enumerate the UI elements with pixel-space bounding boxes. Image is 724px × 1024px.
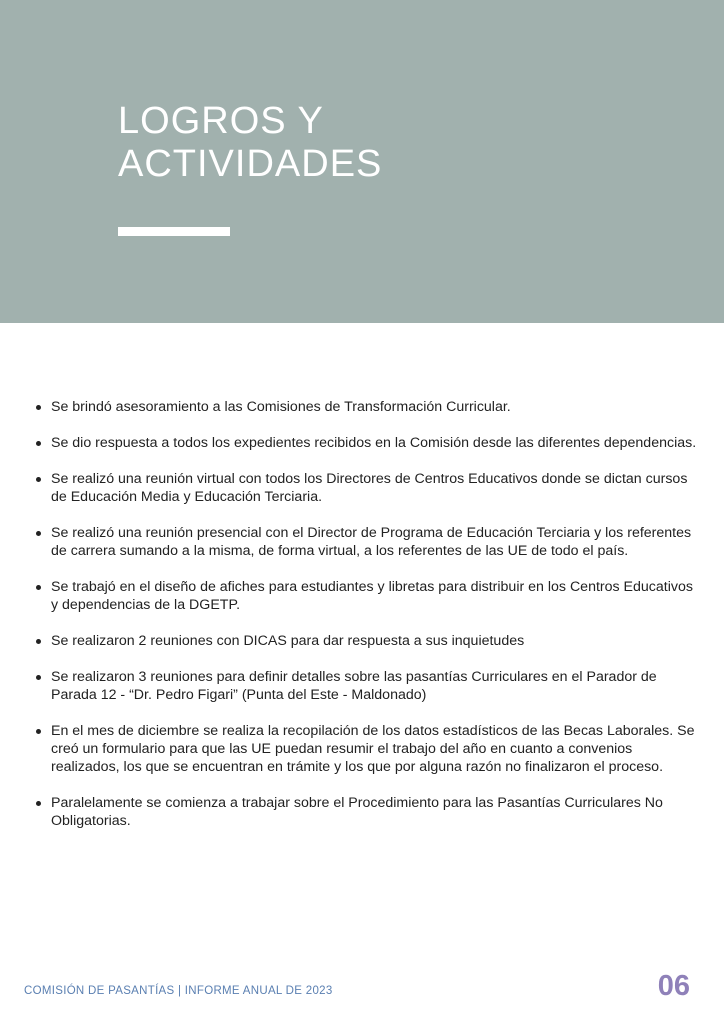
activity-item: Se trabajó en el diseño de afiches para estudiantes y libretas para distribuir en los Centros Educativos y dependencias de la DGETP. [51,578,701,615]
title-underline-bar [118,227,230,236]
page-title [118,100,382,186]
activity-item: Se realizaron 3 reuniones para definir detalles sobre las pasantías Curriculares en el Parador de Parada 12 - “Dr. Pedro Figari” (Punta del Este - Maldonado) [51,668,701,705]
activities-list [51,398,701,848]
page-number: 06 [657,970,690,1002]
footer-text: COMISIÓN DE PASANTÍAS | INFORME ANUAL DE 2023 [24,985,333,997]
activity-item: Se realizaron 2 reuniones con DICAS para dar respuesta a sus inquietudes [51,632,701,650]
page-title-line-1: LOGROS Y [118,100,324,142]
activity-item: Se brindó asesoramiento a las Comisiones de Transformación Curricular. [51,398,701,416]
activity-item: Paralelamente se comienza a trabajar sobre el Procedimiento para las Pasantías Curriculares No Obligatorias. [51,794,701,831]
page-title-line-2: ACTIVIDADES [118,143,383,185]
activity-item: Se dio respuesta a todos los expedientes recibidos en la Comisión desde las diferentes dependencias. [51,434,701,452]
header-banner [0,0,724,323]
activity-item: Se realizó una reunión virtual con todos los Directores de Centros Educativos donde se dictan cursos de Educación Media y Educación Terciaria. [51,470,701,507]
activity-item: En el mes de diciembre se realiza la recopilación de los datos estadísticos de las Becas Laborales. Se creó un formulario para que las UE puedan resumir el trabajo del año en cuanto a convenios realizados, los que se encuentran en trámite y los que por alguna razón no finalizaron el proceso. [51,722,701,777]
activity-item: Se realizó una reunión presencial con el Director de Programa de Educación Terciaria y los referentes de carrera sumando a la misma, de forma virtual, a los referentes de las UE de todo el país. [51,524,701,561]
